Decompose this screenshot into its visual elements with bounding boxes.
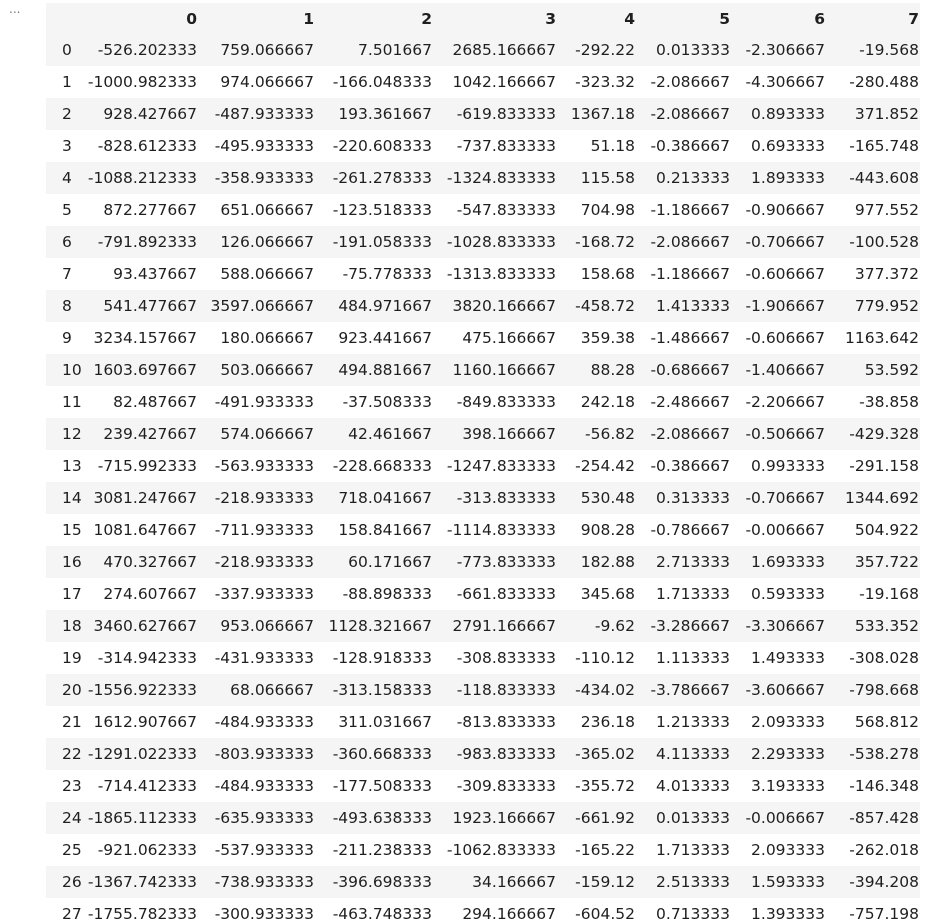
table-cell: -291.158 [849,457,919,475]
table-cell: -434.02 [575,681,635,699]
table-cell: -308.028 [849,649,919,667]
table-row [46,130,920,162]
table-cell: -773.833333 [456,553,556,571]
table-cell: -1062.833333 [446,841,556,859]
table-cell: -661.92 [575,809,635,827]
row-index: 12 [62,425,82,443]
table-body [46,34,920,923]
table-cell: -394.208 [849,873,919,891]
table-cell: 0.893333 [751,105,825,123]
table-cell: 0.713333 [656,905,730,923]
table-cell: -1000.982333 [87,73,197,91]
dataframe-table [46,3,920,923]
row-index: 16 [62,553,82,571]
table-cell: -0.686667 [650,361,730,379]
table-cell: -429.328 [849,425,919,443]
table-cell: 274.607667 [103,585,197,603]
table-cell: 908.28 [580,521,635,539]
table-cell: 4.013333 [656,777,730,795]
table-row [46,194,920,226]
table-cell: -358.933333 [214,169,314,187]
row-index: 23 [62,777,82,795]
table-cell: -165.22 [575,841,635,859]
table-cell: 953.066667 [220,617,314,635]
table-cell: 34.166667 [472,873,556,891]
column-header: 7 [826,3,920,34]
table-row [46,578,920,610]
column-header: 0 [82,3,198,34]
table-cell: 1603.697667 [93,361,197,379]
table-row [46,98,920,130]
table-cell: 3.193333 [751,777,825,795]
table-cell: 1.113333 [656,649,730,667]
table-cell: 533.352 [854,617,919,635]
table-cell: 484.971667 [338,297,432,315]
table-cell: -220.608333 [332,137,432,155]
table-cell: 1.393333 [751,905,825,923]
table-cell: 4.113333 [656,745,730,763]
table-cell: -19.568 [859,41,919,59]
table-row [46,706,920,738]
table-cell: 530.48 [580,489,635,507]
table-row [46,898,920,923]
table-cell: 3460.627667 [93,617,197,635]
table-cell: 574.066667 [220,425,314,443]
table-cell: -1556.922333 [87,681,197,699]
table-cell: 180.066667 [220,329,314,347]
table-cell: -484.933333 [214,713,314,731]
table-cell: -1.186667 [650,201,730,219]
table-cell: 470.327667 [103,553,197,571]
table-cell: 1.893333 [751,169,825,187]
table-row [46,290,920,322]
table-cell: -3.306667 [745,617,825,635]
table-cell: 7.501667 [358,41,432,59]
table-cell: -983.833333 [456,745,556,763]
table-cell: 923.441667 [338,329,432,347]
table-cell: 494.881667 [338,361,432,379]
table-cell: -0.506667 [745,425,825,443]
table-cell: 1612.907667 [93,713,197,731]
row-index: 5 [62,201,72,219]
table-cell: -19.168 [859,585,919,603]
table-cell: -1028.833333 [446,233,556,251]
table-row [46,770,920,802]
row-index: 10 [62,361,82,379]
table-cell: 42.461667 [348,425,432,443]
table-cell: 872.277667 [103,201,197,219]
table-cell: -56.82 [585,425,635,443]
table-cell: -635.933333 [214,809,314,827]
table-cell: -3.286667 [650,617,730,635]
row-index: 7 [62,265,72,283]
table-cell: 51.18 [590,137,635,155]
table-cell: -0.386667 [650,457,730,475]
table-cell: 193.361667 [338,105,432,123]
row-index: 9 [62,329,72,347]
table-cell: -1.486667 [650,329,730,347]
row-index: 21 [62,713,82,731]
column-header: 4 [557,3,636,34]
table-cell: -3.786667 [650,681,730,699]
table-cell: 568.812 [854,713,919,731]
table-cell: -1865.112333 [87,809,197,827]
table-cell: -757.198 [849,905,919,923]
table-cell: 503.066667 [220,361,314,379]
table-cell: -526.202333 [97,41,197,59]
table-cell: -177.508333 [332,777,432,795]
table-cell: 2791.166667 [452,617,556,635]
table-cell: 93.437667 [113,265,197,283]
row-index: 24 [62,809,82,827]
table-cell: -165.748 [849,137,919,155]
table-row [46,610,920,642]
table-row [46,450,920,482]
table-cell: -396.698333 [332,873,432,891]
table-cell: -491.933333 [214,393,314,411]
table-cell: 242.18 [580,393,635,411]
table-cell: -493.638333 [332,809,432,827]
table-cell: -355.72 [575,777,635,795]
table-cell: -211.238333 [332,841,432,859]
table-cell: 759.066667 [220,41,314,59]
table-row [46,514,920,546]
table-cell: -313.833333 [456,489,556,507]
table-cell: -1313.833333 [446,265,556,283]
table-cell: -1291.022333 [87,745,197,763]
table-row [46,834,920,866]
table-cell: -300.933333 [214,905,314,923]
table-cell: -159.12 [575,873,635,891]
table-row [46,482,920,514]
table-cell: -443.608 [849,169,919,187]
table-cell: -128.918333 [332,649,432,667]
column-header: 3 [433,3,557,34]
table-cell: 974.066667 [220,73,314,91]
table-cell: -738.933333 [214,873,314,891]
row-index: 15 [62,521,82,539]
table-cell: 1.693333 [751,553,825,571]
table-cell: 0.213333 [656,169,730,187]
table-cell: -262.018 [849,841,919,859]
table-cell: -292.22 [575,41,635,59]
table-cell: 504.922 [854,521,919,539]
table-cell: -168.72 [575,233,635,251]
table-cell: -0.386667 [650,137,730,155]
table-cell: -737.833333 [456,137,556,155]
table-cell: -110.12 [575,649,635,667]
table-cell: 236.18 [580,713,635,731]
table-cell: 1.213333 [656,713,730,731]
table-cell: -123.518333 [332,201,432,219]
table-cell: -1.906667 [745,297,825,315]
table-cell: -714.412333 [97,777,197,795]
table-row [46,642,920,674]
table-cell: 0.593333 [751,585,825,603]
row-index: 6 [62,233,72,251]
index-header [46,3,82,34]
table-cell: -0.006667 [745,809,825,827]
table-cell: -791.892333 [97,233,197,251]
table-cell: -191.058333 [332,233,432,251]
table-cell: -1114.833333 [446,521,556,539]
row-index: 25 [62,841,82,859]
table-cell: 779.952 [854,297,919,315]
table-cell: -2.306667 [745,41,825,59]
table-cell: 1128.321667 [328,617,432,635]
table-cell: 1160.166667 [452,361,556,379]
table-cell: 68.066667 [230,681,314,699]
table-cell: -2.086667 [650,105,730,123]
table-cell: 357.722 [854,553,919,571]
table-cell: -463.748333 [332,905,432,923]
row-index: 27 [62,905,82,923]
column-header: 1 [198,3,315,34]
table-cell: -0.006667 [745,521,825,539]
table-cell: -313.158333 [332,681,432,699]
table-cell: 3820.166667 [452,297,556,315]
table-cell: -495.933333 [214,137,314,155]
row-index: 19 [62,649,82,667]
row-index: 17 [62,585,82,603]
output-collapse-ellipsis[interactable]: ... [9,2,21,16]
table-cell: -323.32 [575,73,635,91]
table-cell: 3597.066667 [210,297,314,315]
table-cell: -1367.742333 [87,873,197,891]
table-cell: -254.42 [575,457,635,475]
table-cell: 239.427667 [103,425,197,443]
table-cell: -0.606667 [745,329,825,347]
table-cell: 398.166667 [462,425,556,443]
table-row [46,674,920,706]
table-row [46,162,920,194]
table-cell: -146.348 [849,777,919,795]
row-index: 4 [62,169,72,187]
table-cell: -537.933333 [214,841,314,859]
table-cell: -803.933333 [214,745,314,763]
table-cell: -711.933333 [214,521,314,539]
row-index: 3 [62,137,72,155]
table-cell: -100.528 [849,233,919,251]
row-index: 8 [62,297,72,315]
table-cell: -1247.833333 [446,457,556,475]
table-cell: 3081.247667 [93,489,197,507]
table-cell: -218.933333 [214,489,314,507]
table-cell: 2685.166667 [452,41,556,59]
table-cell: -166.048333 [332,73,432,91]
table-cell: 182.88 [580,553,635,571]
row-index: 0 [62,41,72,59]
table-cell: -849.833333 [456,393,556,411]
column-header: 2 [315,3,433,34]
table-row [46,866,920,898]
table-row [46,418,920,450]
table-row [46,354,920,386]
table-cell: -360.668333 [332,745,432,763]
table-cell: -2.086667 [650,233,730,251]
table-cell: -547.833333 [456,201,556,219]
row-index: 18 [62,617,82,635]
table-cell: 928.427667 [103,105,197,123]
table-cell: 2.513333 [656,873,730,891]
table-cell: -1088.212333 [87,169,197,187]
table-cell: 158.68 [580,265,635,283]
table-cell: -604.52 [575,905,635,923]
table-row [46,258,920,290]
table-cell: -484.933333 [214,777,314,795]
table-cell: -2.086667 [650,73,730,91]
table-cell: -75.778333 [342,265,432,283]
table-cell: -619.833333 [456,105,556,123]
table-cell: -431.933333 [214,649,314,667]
table-cell: -0.906667 [745,201,825,219]
table-cell: 0.313333 [656,489,730,507]
table-cell: 0.693333 [751,137,825,155]
table-cell: 1344.692 [845,489,919,507]
row-index: 1 [62,73,72,91]
table-cell: 115.58 [580,169,635,187]
table-cell: 377.372 [854,265,919,283]
row-index: 22 [62,745,82,763]
table-cell: 1081.647667 [93,521,197,539]
table-cell: 2.093333 [751,713,825,731]
column-header: 6 [731,3,826,34]
table-row [46,322,920,354]
table-cell: 0.013333 [656,41,730,59]
table-cell: -308.833333 [456,649,556,667]
table-cell: -487.933333 [214,105,314,123]
table-cell: 1.713333 [656,585,730,603]
table-cell: 60.171667 [348,553,432,571]
table-cell: -337.933333 [214,585,314,603]
table-row [46,226,920,258]
table-cell: -538.278 [849,745,919,763]
row-index: 26 [62,873,82,891]
table-cell: 1.493333 [751,649,825,667]
table-cell: 1.413333 [656,297,730,315]
table-cell: -1755.782333 [87,905,197,923]
table-cell: -857.428 [849,809,919,827]
table-cell: 2.293333 [751,745,825,763]
table-cell: 1163.642 [845,329,919,347]
table-cell: 1923.166667 [452,809,556,827]
table-cell: 651.066667 [220,201,314,219]
row-index: 20 [62,681,82,699]
table-cell: -1324.833333 [446,169,556,187]
row-index: 14 [62,489,82,507]
table-cell: -661.833333 [456,585,556,603]
table-cell: -4.306667 [745,73,825,91]
table-cell: -118.833333 [456,681,556,699]
table-cell: -813.833333 [456,713,556,731]
table-row [46,546,920,578]
table-row [46,386,920,418]
table-cell: -280.488 [849,73,919,91]
table-cell: -228.668333 [332,457,432,475]
table-cell: 0.013333 [656,809,730,827]
table-cell: 475.166667 [462,329,556,347]
table-row [46,738,920,770]
table-row [46,802,920,834]
table-header [46,3,920,34]
table-cell: -921.062333 [97,841,197,859]
row-index: 13 [62,457,82,475]
table-cell: 1042.166667 [452,73,556,91]
table-cell: 541.477667 [103,297,197,315]
table-row [46,34,920,66]
table-cell: 3234.157667 [93,329,197,347]
table-cell: -9.62 [594,617,635,635]
table-cell: -218.933333 [214,553,314,571]
table-cell: -1.406667 [745,361,825,379]
table-cell: -38.858 [859,393,919,411]
table-cell: 588.066667 [220,265,314,283]
table-cell: 82.487667 [113,393,197,411]
table-cell: -828.612333 [97,137,197,155]
table-cell: 88.28 [590,361,635,379]
table-cell: 977.552 [854,201,919,219]
table-cell: -2.086667 [650,425,730,443]
table-cell: 158.841667 [338,521,432,539]
row-index: 2 [62,105,72,123]
table-cell: -1.186667 [650,265,730,283]
table-cell: -0.706667 [745,489,825,507]
table-cell: 1367.18 [570,105,635,123]
table-cell: -2.486667 [650,393,730,411]
table-cell: -2.206667 [745,393,825,411]
table-cell: -37.508333 [342,393,432,411]
table-cell: -715.992333 [97,457,197,475]
table-cell: 2.093333 [751,841,825,859]
table-cell: -563.933333 [214,457,314,475]
table-cell: 704.98 [580,201,635,219]
table-cell: 371.852 [854,105,919,123]
table-cell: -798.668 [849,681,919,699]
column-header: 5 [636,3,731,34]
table-cell: 345.68 [580,585,635,603]
table-cell: -0.706667 [745,233,825,251]
table-cell: 126.066667 [220,233,314,251]
table-row [46,66,920,98]
table-cell: -458.72 [575,297,635,315]
row-index: 11 [62,393,82,411]
table-cell: -0.606667 [745,265,825,283]
table-cell: 0.993333 [751,457,825,475]
table-cell: 359.38 [580,329,635,347]
table-cell: -0.786667 [650,521,730,539]
table-cell: -309.833333 [456,777,556,795]
table-cell: 311.031667 [338,713,432,731]
table-cell: -314.942333 [97,649,197,667]
dataframe-output [46,3,920,923]
table-cell: 718.041667 [338,489,432,507]
table-cell: -3.606667 [745,681,825,699]
table-cell: -88.898333 [342,585,432,603]
table-cell: 53.592 [864,361,919,379]
table-cell: 294.166667 [462,905,556,923]
table-cell: -261.278333 [332,169,432,187]
table-cell: 2.713333 [656,553,730,571]
table-cell: -365.02 [575,745,635,763]
header-row [46,3,920,34]
table-cell: 1.593333 [751,873,825,891]
table-cell: 1.713333 [656,841,730,859]
